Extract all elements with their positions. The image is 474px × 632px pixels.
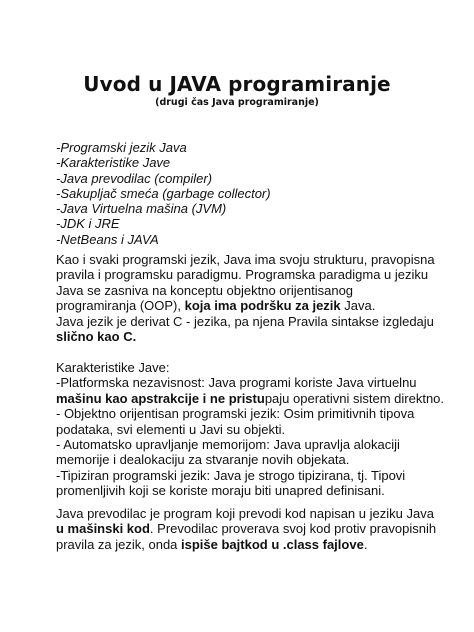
text-run: paju operativni sistem direktno. xyxy=(264,390,445,406)
text-line xyxy=(56,390,445,406)
text-line: Java jezik je derivat C - jezika, pa njena Pravila sintakse izgledaju xyxy=(56,313,434,329)
compiler-paragraph xyxy=(56,506,436,552)
bold-text: mašinu kao apstrakcije i ne pristu xyxy=(56,390,265,406)
text-line: - Objektno orijentisan programski jezik: Osim primitivnih tipova xyxy=(56,406,415,422)
text-run: programiranja (OOP), xyxy=(56,298,185,314)
topic-item: -JDK i JRE xyxy=(56,216,120,232)
text-run: Java. xyxy=(340,298,376,314)
text-run: pravila za jezik, onda xyxy=(56,536,182,552)
text-run: . xyxy=(363,536,368,552)
text-line: Java se zasniva na konceptu objektno orijentisanog xyxy=(56,282,354,298)
text-line xyxy=(56,537,436,552)
text-line xyxy=(56,521,436,536)
topic-item: -Java Virtuelna mašina (JVM) xyxy=(56,201,227,217)
page-title: Uvod u JAVA programiranje xyxy=(83,72,391,96)
features-paragraph xyxy=(56,360,445,499)
bold-text: ispiše bajtkod u .class fajlove xyxy=(181,536,364,552)
intro-paragraph xyxy=(56,252,436,344)
topic-item: -NetBeans i JAVA xyxy=(56,231,159,247)
topic-item: -Programski jezik Java xyxy=(56,140,187,155)
text-line: promenljivih koji se koriste moraju biti unapred definisani. xyxy=(56,483,385,499)
topic-list xyxy=(56,140,271,247)
text-line: memorije i dealokaciju za stvaranje novih objekata. xyxy=(56,452,350,468)
text-line: podataka, svi elementi u Javi su objekti. xyxy=(56,421,286,437)
page-subtitle: (drugi čas Java programiranje) xyxy=(155,97,319,108)
text-line: Kao i svaki programski jezik, Java ima svoju strukturu, pravopisna xyxy=(56,252,435,267)
text-line: pravila i programsku paradigmu. Programska paradigma u jeziku xyxy=(56,267,429,283)
bold-text: koja ima podršku za jezik xyxy=(184,298,341,314)
text-line: Java prevodilac je program koji prevodi kod napisan u jeziku Java xyxy=(56,506,434,521)
text-line: -Tipiziran programski jezik: Java je strogo tipizirana, tj. Tipovi xyxy=(56,467,406,483)
section-heading: Karakteristike Jave: xyxy=(56,360,170,375)
text-line: - Automatsko upravljanje memorijom: Java upravlja alokaciji xyxy=(56,437,400,453)
text-run: . Prevodilac proverava svoj kod protiv pravopisnih xyxy=(149,521,437,537)
topic-item: -Karakteristike Jave xyxy=(56,155,171,171)
topic-item: -Sakupljač smeća (garbage collector) xyxy=(56,185,271,201)
bold-text-line: slično kao C. xyxy=(56,329,137,345)
topic-item: -Java prevodilac (compiler) xyxy=(56,170,213,186)
text-line: -Platformska nezavisnost: Java programi koriste Java virtuelnu xyxy=(56,375,417,391)
text-line xyxy=(56,298,436,313)
bold-text: u mašinski kod xyxy=(56,521,150,537)
